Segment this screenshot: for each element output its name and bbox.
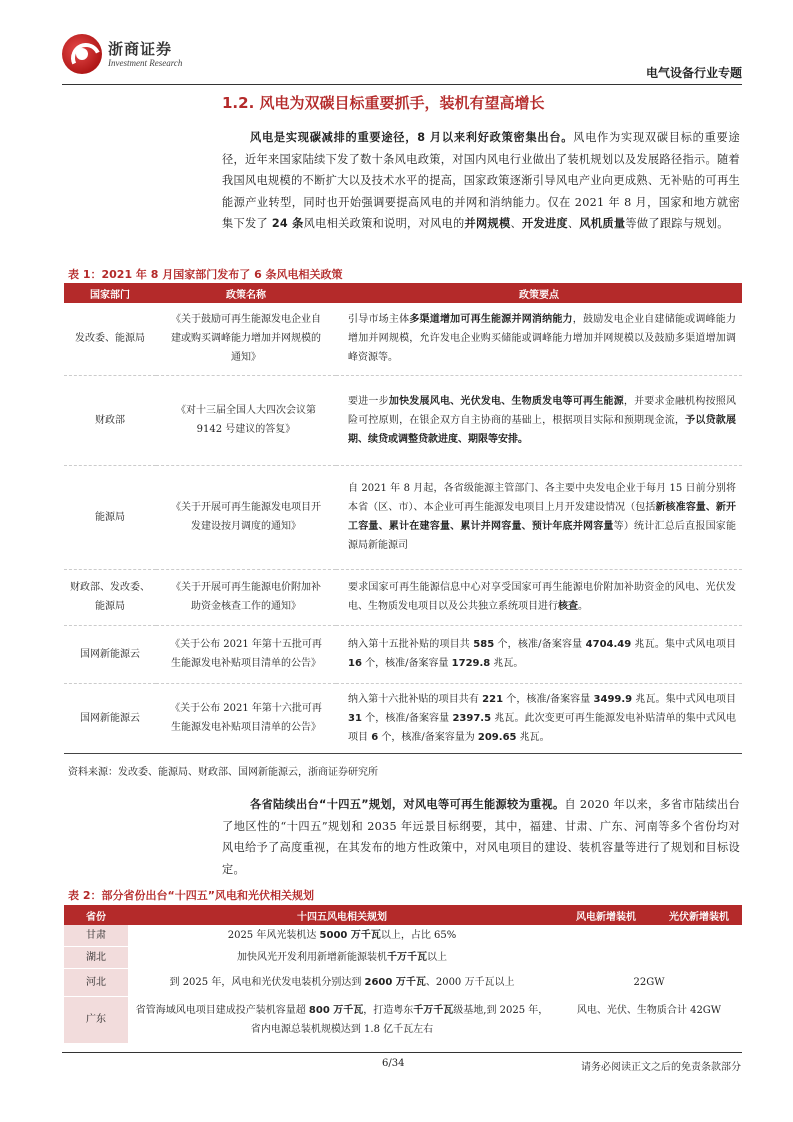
provincial-plan-table xyxy=(64,905,742,1043)
table-row: 甘肃 2025 年风光装机达 5000 万千瓦以上，占比 65% xyxy=(64,925,742,947)
table-header-row xyxy=(64,283,742,303)
table-row: 河北 到 2025 年，风电和光伏发电装机分别达到 2600 万千瓦、2000 万千瓦以上 22GW xyxy=(64,969,742,997)
table-row: 湖北 加快风光开发利用新增新能源装机千万千瓦以上 xyxy=(64,947,742,969)
page-header xyxy=(62,28,742,86)
section-title: 1.2. 风电为双碳目标重要抓手，装机有望高增长 xyxy=(222,94,545,112)
table-row: 能源局 《关于开展可再生能源发电项目开发建设按月调度的通知》 自 2021 年 8 月起，各省级能源主管部门、各主要中央发电企业于每月 15 日前分别将本省（区、市）、本企业可再生能源发电项目上月开发建设情况（包括新核准容量、新开工容量、累计在建容量、累计并网容量、预计年底并网容量等）统计汇总后直报国家能源局新能源司 xyxy=(64,465,742,569)
footer-disclaimer: 请务必阅读正文之后的免责条款部分 xyxy=(581,1062,741,1073)
header-dept: 国家部门 xyxy=(64,283,156,303)
table-row: 广东 省管海域风电项目建成投产装机容量超 800 万千瓦，打造粤东千万千瓦级基地,到 2025 年，省内电源总装机规模达到 1.8 亿千瓦左右 风电、光伏、生物质合计 42GW xyxy=(64,997,742,1043)
header-divider xyxy=(62,84,742,85)
table-header-row: 省份 十四五风电相关规划 风电新增装机 光伏新增装机 xyxy=(64,905,742,925)
brand-name: 浙商证券 xyxy=(108,40,173,58)
logo-icon xyxy=(62,34,102,74)
table2-title: 表 2：部分省份出台“十四五”风电和光伏相关规划 xyxy=(68,889,314,902)
page-number: 6/34 xyxy=(382,1058,405,1069)
header-points: 政策要点 xyxy=(336,283,742,303)
table1-source: 资料来源：发改委、能源局、财政部、国网新能源云，浙商证券研究所 xyxy=(68,767,378,778)
table1-title: 表 1：2021 年 8 月国家部门发布了 6 条风电相关政策 xyxy=(68,268,343,281)
para2-lead: 各省陆续出台“十四五”规划，对风电等可再生能源较为重视。 xyxy=(250,798,565,811)
report-type: 电气设备行业专题 xyxy=(645,66,742,80)
policy-table xyxy=(64,283,742,754)
paragraph-wind-policy: 风电是实现碳减排的重要途径，8 月以来利好政策密集出台。风电作为实现双碳目标的重要途径，近年来国家陆续下发了数十条风电政策，对国内风电行业做出了装机规划以及发展路径指示。随着我国风电规模的不断扩大以及技术水平的提高，国家政策逐渐引导风电产业向更成熟、无补贴的可再生能源产业转型，同时也开始强调要提高风电的并网和消纳能力。仅在 2021 年 8 月，国家和地方就密集下发了 24 条风电相关政策和说明，对风电的并网规模、开发进度、风机质量等做了跟踪与规划。 xyxy=(222,131,740,230)
table-row: 财政部 《对十三届全国人大四次会议第 9142 号建议的答复》 要进一步加快发展风电、光伏发电、生物质发电等可再生能源，并要求金融机构按照风险可控原则，在银企双方自主协商的基础上，根据项目实际和预期现金流，予以贷款展期、续贷或调整贷款进度、期限等安排。 xyxy=(64,375,742,465)
table-row: 国网新能源云 《关于公布 2021 年第十六批可再生能源发电补贴项目清单的公告》 纳入第十六批补贴的项目共有 221 个，核准/备案容量 3499.9 兆瓦。集中式风电项目 31 个，核准/备案容量 2397.5 兆瓦。此次变更可再生能源发电补贴清单的集中式风电项目 6 个，核准/备案容量为 209.65 兆瓦。 xyxy=(64,683,742,753)
footer-divider xyxy=(62,1052,742,1053)
header-policy: 政策名称 xyxy=(156,283,336,303)
table-row: 发改委、能源局 《关于鼓励可再生能源发电企业自建或购买调峰能力增加并网规模的通知》 引导市场主体多渠道增加可再生能源并网消纳能力，鼓励发电企业自建储能或调峰能力增加并网规模，允许发电企业购买储能或调峰能力增加并网规模以及鼓励多渠道增加调峰资源等。 xyxy=(64,303,742,375)
table-row: 财政部、发改委、能源局 《关于开展可再生能源电价附加补助资金核查工作的通知》 要求国家可再生能源信息中心对享受国家可再生能源电价附加补助资金的风电、光伏发电、生物质发电项目以及公共独立系统项目进行核查。 xyxy=(64,569,742,625)
table-row: 国网新能源云 《关于公布 2021 年第十五批可再生能源发电补贴项目清单的公告》 纳入第十五批补贴的项目共 585 个，核准/备案容量 4704.49 兆瓦。集中式风电项目 16 个，核准/备案容量 1729.8 兆瓦。 xyxy=(64,625,742,683)
paragraph-provincial-plans: 各省陆续出台“十四五”规划，对风电等可再生能源较为重视。自 2020 年以来，多省市陆续出台了地区性的“十四五”规划和 2035 年远景目标纲要，其中，福建、甘肃、广东、河南等多个省份均对风电给予了高度重视，在其发布的地方性政策中，对风电项目的建设、装机容量等进行了规划和目标设定。 xyxy=(222,798,740,876)
para1-lead: 风电是实现碳减排的重要途径，8 月以来利好政策密集出台。 xyxy=(250,131,574,144)
brand-subtitle: Investment Research xyxy=(108,58,183,68)
